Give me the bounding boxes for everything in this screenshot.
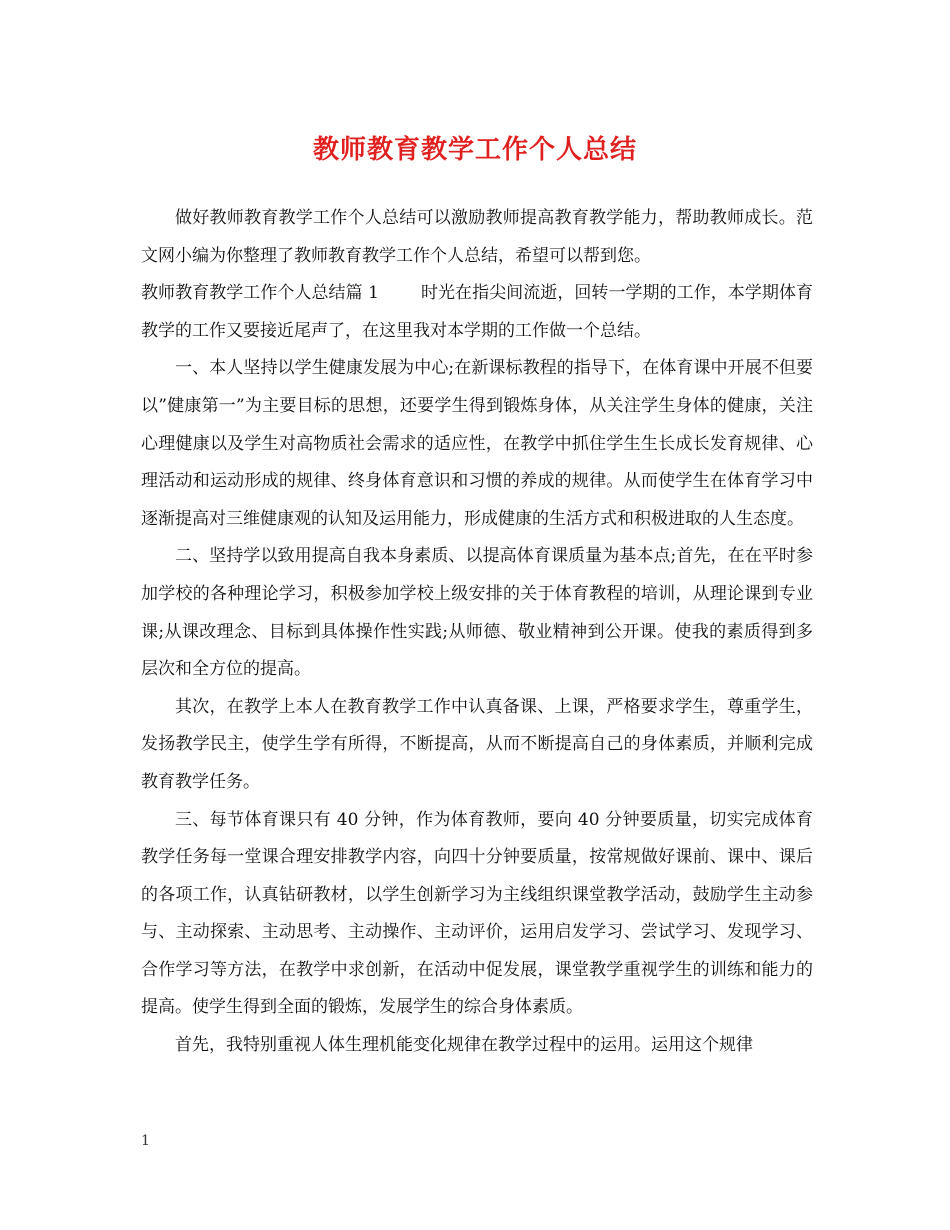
body-paragraph-2: 二、坚持学以致用提高自我本身素质、以提高体育课质量为基本点;首先，在在平时参加学校的各种理论学习，积极参加学校上级安排的关于体育教程的培训，从理论课到专业课;从课改理念、目标到具体操作性实践;从师德、敬业精神到公开课。使我的素质得到多层次和全方位的提高。: [141, 546, 813, 680]
body-paragraph-1: 一、本人坚持以学生健康发展为中心;在新课标教程的指导下，在体育课中开展不但要以”健康第一”为主要目标的思想，还要学生得到锻炼身体，从关注学生身体的健康，关注心理健康以及学生对高物质社会需求的适应性，在教学中抓住学生生长成长发育规律、心理活动和运动形成的规律、终身体育意识和习惯的养成的规律。从而使学生在体育学习中逐渐提高对三维健康观的认知及运用能力，形成健康的生活方式和积极进取的人生态度。: [141, 358, 813, 529]
intro-paragraph: 做好教师教育教学工作个人总结可以激励教师提高教育教学能力，帮助教师成长。范文网小编为你整理了教师教育教学工作个人总结，希望可以帮到您。: [141, 208, 813, 266]
page-number: 1: [141, 1133, 150, 1149]
section-heading: 教师教育教学工作个人总结篇 1: [141, 283, 379, 304]
section-opening: 时光在指尖间流逝，回转一学期的工作，本学期体育教学的工作又要接近尾声了，在这里我对本学期的工作做一个总结。: [141, 283, 813, 341]
document-body: [141, 200, 813, 1065]
body-paragraph-5: 首先，我特别重视人体生理机能变化规律在教学过程中的运用。运用这个规律: [175, 1035, 753, 1056]
body-paragraph-4: 三、每节体育课只有 40 分钟，作为体育教师，要向 40 分钟要质量，切实完成体育教学任务每一堂课合理安排教学内容，向四十分钟要质量，按常规做好课前、课中、课后的各项工作，认真钻研教材，以学生创新学习为主线组织课堂教学活动，鼓励学生主动参与、主动探索、主动思考、主动操作、主动评价，运用启发学习、尝试学习、发现学习、合作学习等方法，在教学中求创新，在活动中促发展，课堂教学重视学生的训练和能力的提高。使学生得到全面的锻炼，发展学生的综合身体素质。: [141, 809, 813, 1018]
document-title: 教师教育教学工作个人总结: [312, 135, 637, 165]
section-paragraph: [141, 275, 813, 350]
body-paragraph-3: 其次，在教学上本人在教育教学工作中认真备课、上课，严格要求学生，尊重学生，发扬教学民主，使学生学有所得，不断提高，从而不断提高自己的身体素质，并顺利完成教育教学任务。: [141, 696, 813, 792]
